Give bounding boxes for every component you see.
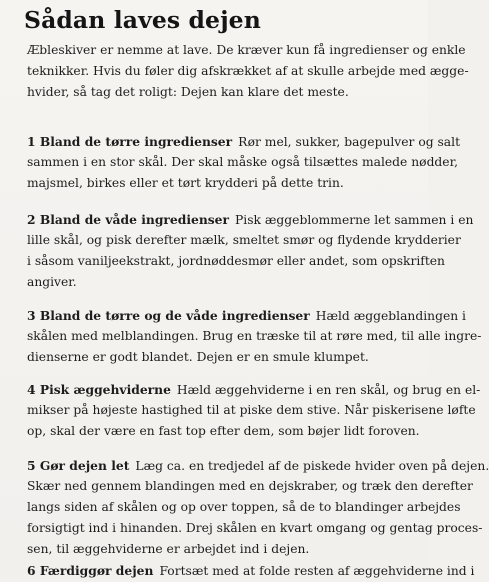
step-line: forsigtigt ind i hinanden. Drej skålen en kvart omgang og gentag proces- xyxy=(27,521,483,535)
step-line: lille skål, og pisk derefter mælk, smeltet smør og flydende krydderier xyxy=(27,233,461,247)
step-line: Skær ned gennem blandingen med en dejskraber, og træk den derefter xyxy=(27,479,473,493)
step-line: sammen i en stor skål. Der skal måske også tilsættes malede nødder, xyxy=(27,155,459,169)
intro-line: Æbleskiver er nemme at lave. De kræver kun få ingredienser og enkle xyxy=(27,43,466,57)
step-heading: 3 Bland de tørre og de våde ingredienser xyxy=(27,308,310,323)
step-text: Hæld æggehviderne i en ren skål, og brug en el- xyxy=(176,383,481,397)
step-heading: 1 Bland de tørre ingredienser xyxy=(27,134,233,149)
intro-line: hvider, så tag det roligt: Dejen kan klare det meste. xyxy=(27,85,349,99)
step-text: Rør mel, sukker, bagepulver og salt xyxy=(238,135,461,149)
step-text: Læg ca. en tredjedel af de piskede hvider oven på dejen. xyxy=(135,459,489,473)
intro-paragraph xyxy=(27,40,467,103)
step-1 xyxy=(27,131,467,194)
step-line: dienserne er godt blandet. Dejen er en smule klumpet. xyxy=(27,350,369,364)
step-line: i såsom vaniljeekstrakt, jordnøddesmør eller andet, som opskriften xyxy=(27,254,445,268)
step-text: Hæld æggeblandingen i xyxy=(315,309,466,323)
step-heading: 2 Bland de våde ingredienser xyxy=(27,212,229,227)
step-text: Fortsæt med at folde resten af æggehviderne ind i xyxy=(159,564,475,578)
step-heading: 6 Færdiggør dejen xyxy=(27,563,154,578)
step-4 xyxy=(27,379,481,442)
step-6 xyxy=(27,560,475,581)
step-line: majsmel, birkes eller et tørt krydderi på dette trin. xyxy=(27,176,344,190)
page-bottom-cut xyxy=(0,562,475,578)
intro-line: teknikker. Hvis du føler dig afskrækket af at skulle arbejde med ægge- xyxy=(27,64,469,78)
step-line: angiver. xyxy=(27,275,77,289)
step-3 xyxy=(27,305,482,368)
step-heading: 4 Pisk æggehviderne xyxy=(27,382,171,397)
step-line: op, skal der være en fast top efter dem, som bøjer lidt foroven. xyxy=(27,424,420,438)
step-5 xyxy=(27,455,489,560)
page-title: Sådan laves dejen xyxy=(24,6,261,34)
step-2 xyxy=(27,209,474,293)
step-heading: 5 Gør dejen let xyxy=(27,458,130,473)
step-line: langs siden af skålen og op over toppen, så de to blandinger arbejdes xyxy=(27,500,461,514)
step-text: Pisk æggeblommerne let sammen i en xyxy=(234,213,474,227)
step-line: mikser på højeste hastighed til at piske dem stive. Når piskerisene løfte xyxy=(27,403,476,417)
step-line: sen, til æggehviderne er arbejdet ind i dejen. xyxy=(27,542,310,556)
step-line: skålen med melblandingen. Brug en træske til at røre med, til alle ingre- xyxy=(27,329,482,343)
